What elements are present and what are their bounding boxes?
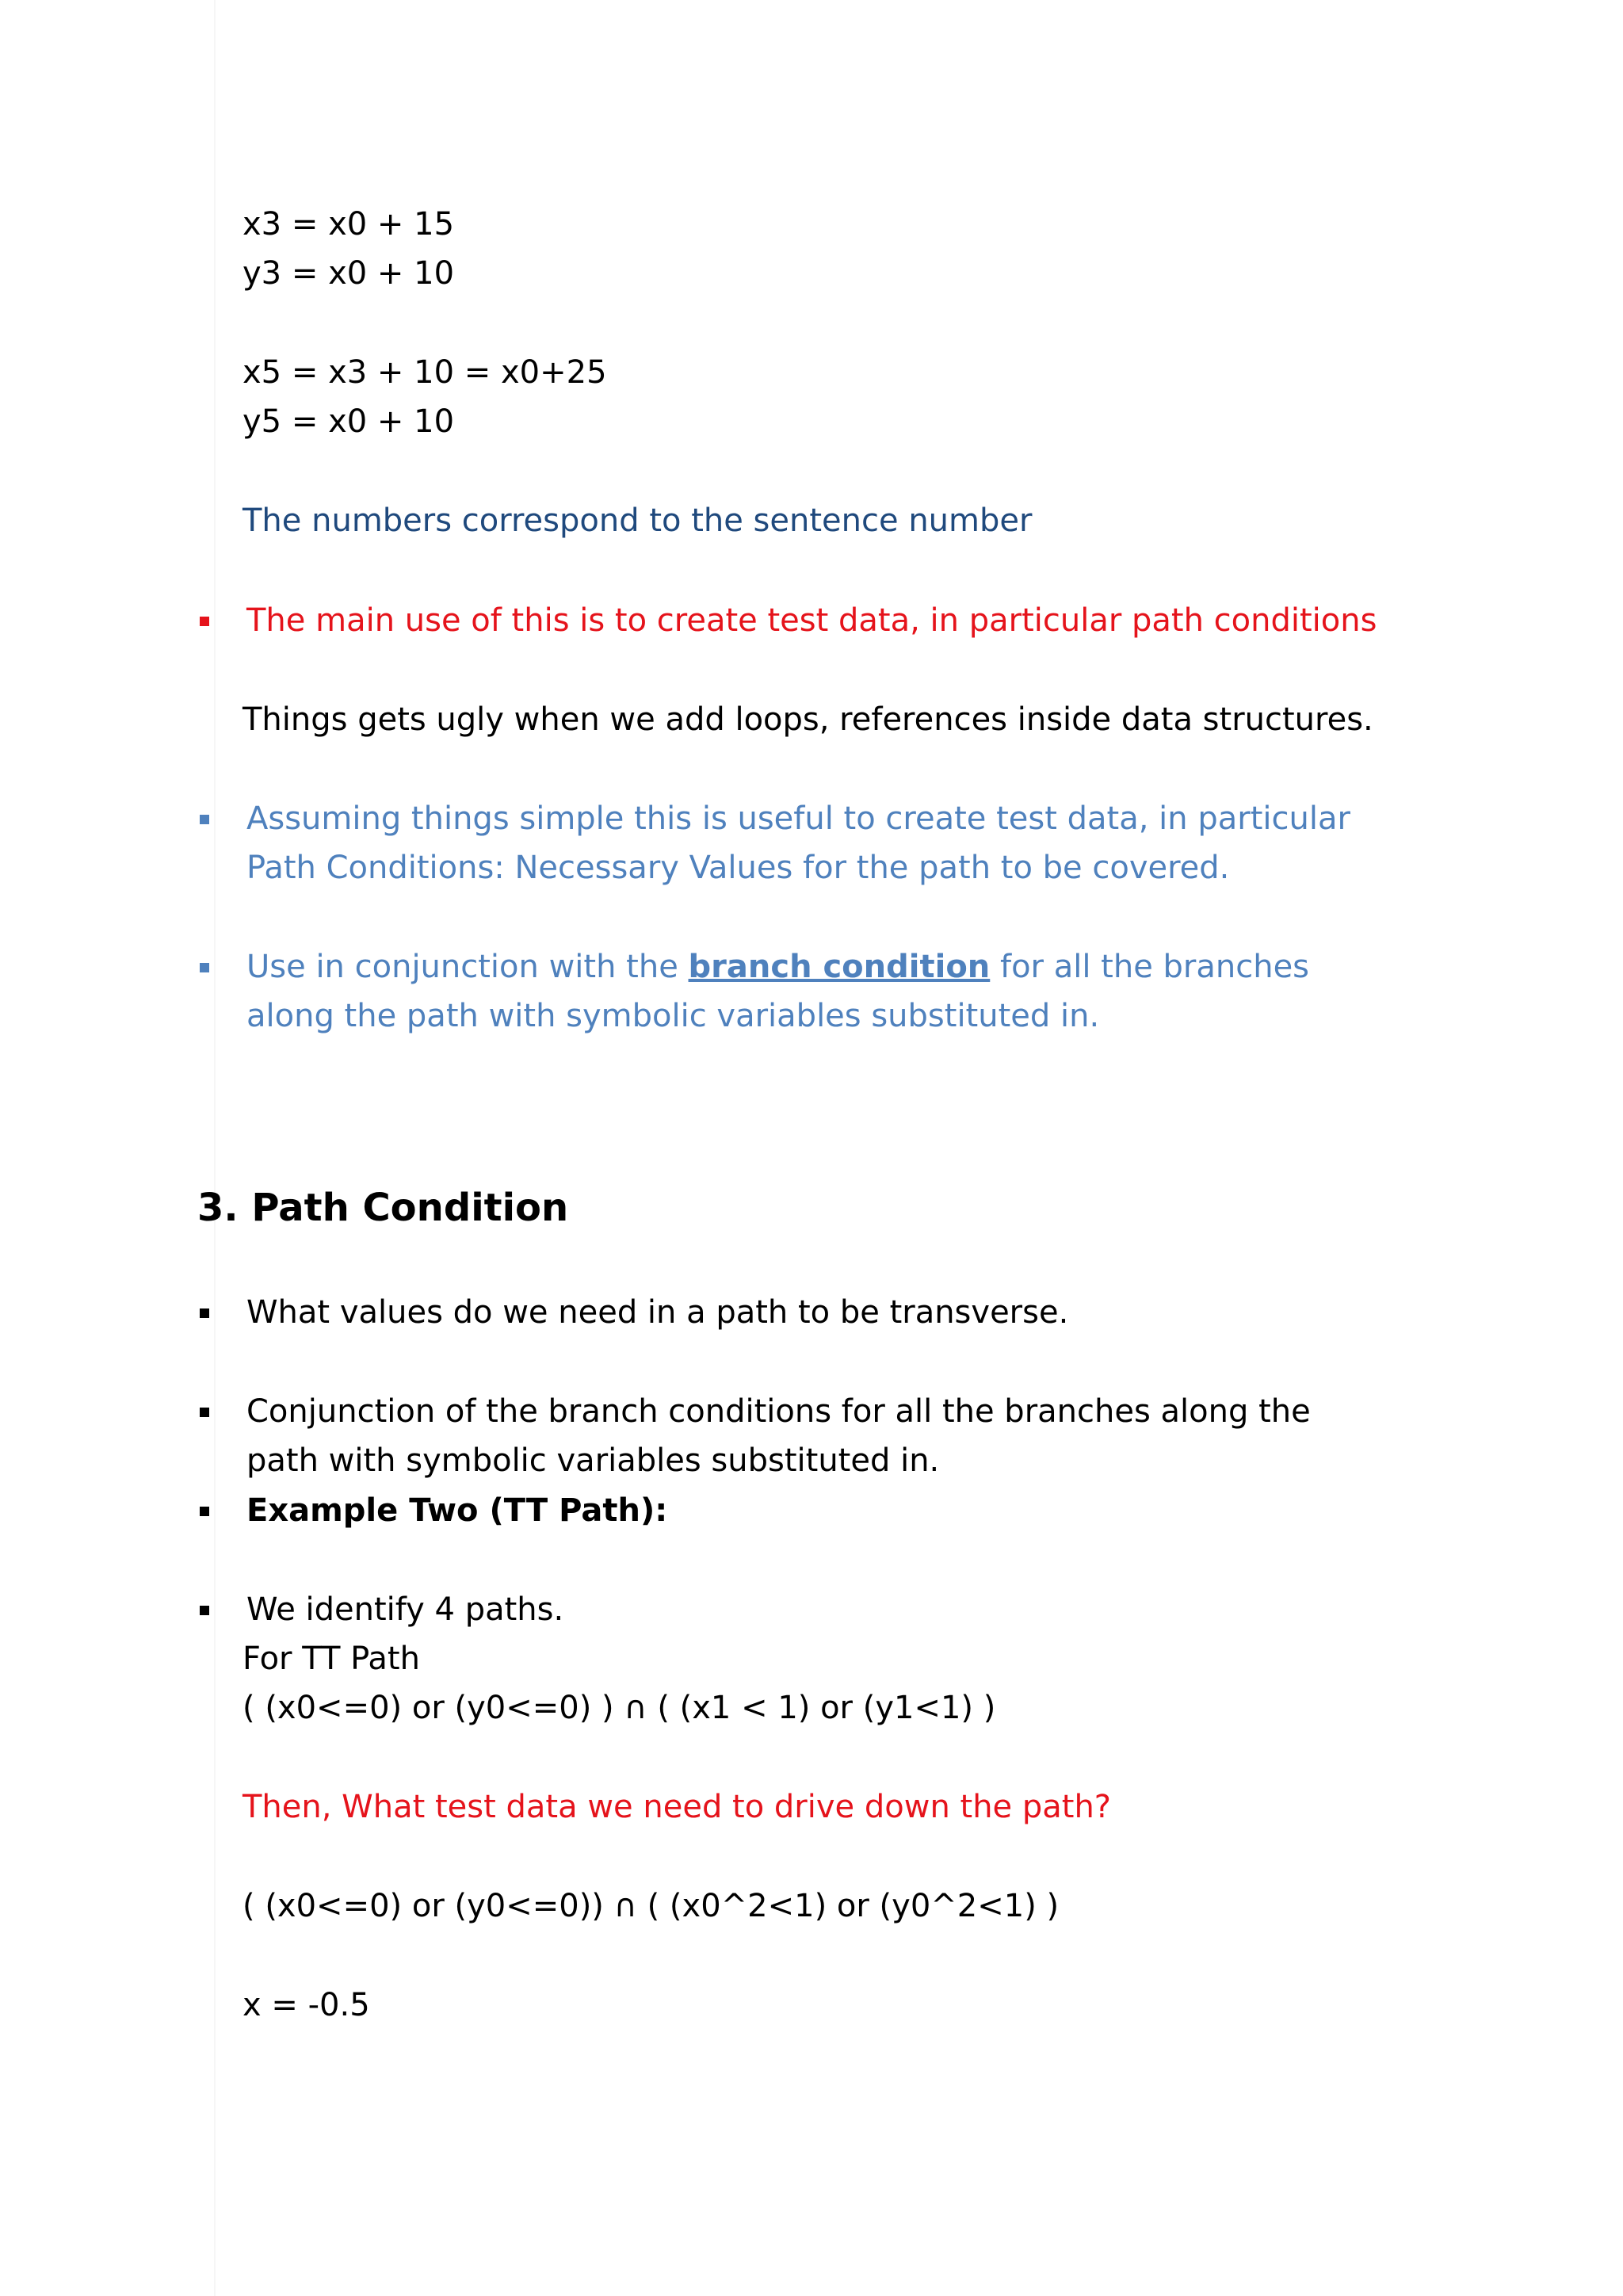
- text-before-link: Use in conjunction with the: [246, 949, 689, 985]
- bullet-identify-line3: ( (x0<=0) or (y0<=0) ) ∩ ( (x1 < 1) or (y1<1) ): [242, 1690, 996, 1726]
- bullet-marker: [200, 1606, 209, 1615]
- equation-y3: y3 = x0 + 10: [242, 255, 455, 292]
- branch-condition-link[interactable]: branch condition: [688, 949, 991, 985]
- bullet-marker: [200, 1408, 209, 1417]
- bullet-identify-line2: For TT Path: [242, 1641, 420, 1677]
- bullet-example: Example Two (TT Path):: [246, 1492, 668, 1529]
- equation-y5: y5 = x0 + 10: [242, 403, 455, 440]
- equation-x5: x5 = x3 + 10 = x0+25: [242, 354, 607, 391]
- section-heading: 3. Path Condition: [197, 1186, 569, 1230]
- bullet-marker: [200, 1507, 209, 1516]
- bullet-assuming-line1: Assuming things simple this is useful to create test data, in particular: [246, 800, 1350, 837]
- bullet-conjunction-link-line1: [246, 942, 1309, 991]
- bullet-marker: [200, 617, 209, 626]
- bullet-conjunction-line2: path with symbolic variables substituted in.: [246, 1442, 940, 1479]
- bullet-marker: [200, 815, 209, 824]
- bullet-marker: [200, 963, 209, 972]
- note-numbers: The numbers correspond to the sentence number: [242, 502, 1033, 539]
- condition-substituted: ( (x0<=0) or (y0<=0)) ∩ ( (x0^2<1) or (y0^2<1) ): [242, 1888, 1060, 1924]
- question-text: Then, What test data we need to drive down the path?: [242, 1789, 1112, 1825]
- bullet-conjunction-link-line2: along the path with symbolic variables substituted in.: [246, 998, 1100, 1034]
- text-after-link: for all the branches: [990, 949, 1310, 985]
- bullet-identify-line1: We identify 4 paths.: [246, 1591, 564, 1628]
- bullet-values: What values do we need in a path to be transverse.: [246, 1294, 1069, 1331]
- answer-text: x = -0.5: [242, 1987, 370, 2023]
- bullet-main-use: The main use of this is to create test data, in particular path conditions: [246, 602, 1377, 639]
- equation-x3: x3 = x0 + 15: [242, 206, 455, 243]
- bullet-assuming-line2: Path Conditions: Necessary Values for the path to be covered.: [246, 850, 1230, 886]
- bullet-marker: [200, 1308, 209, 1318]
- note-ugly: Things gets ugly when we add loops, references inside data structures.: [242, 701, 1373, 738]
- margin-rule: [214, 0, 216, 2296]
- bullet-conjunction-line1: Conjunction of the branch conditions for all the branches along the: [246, 1393, 1311, 1430]
